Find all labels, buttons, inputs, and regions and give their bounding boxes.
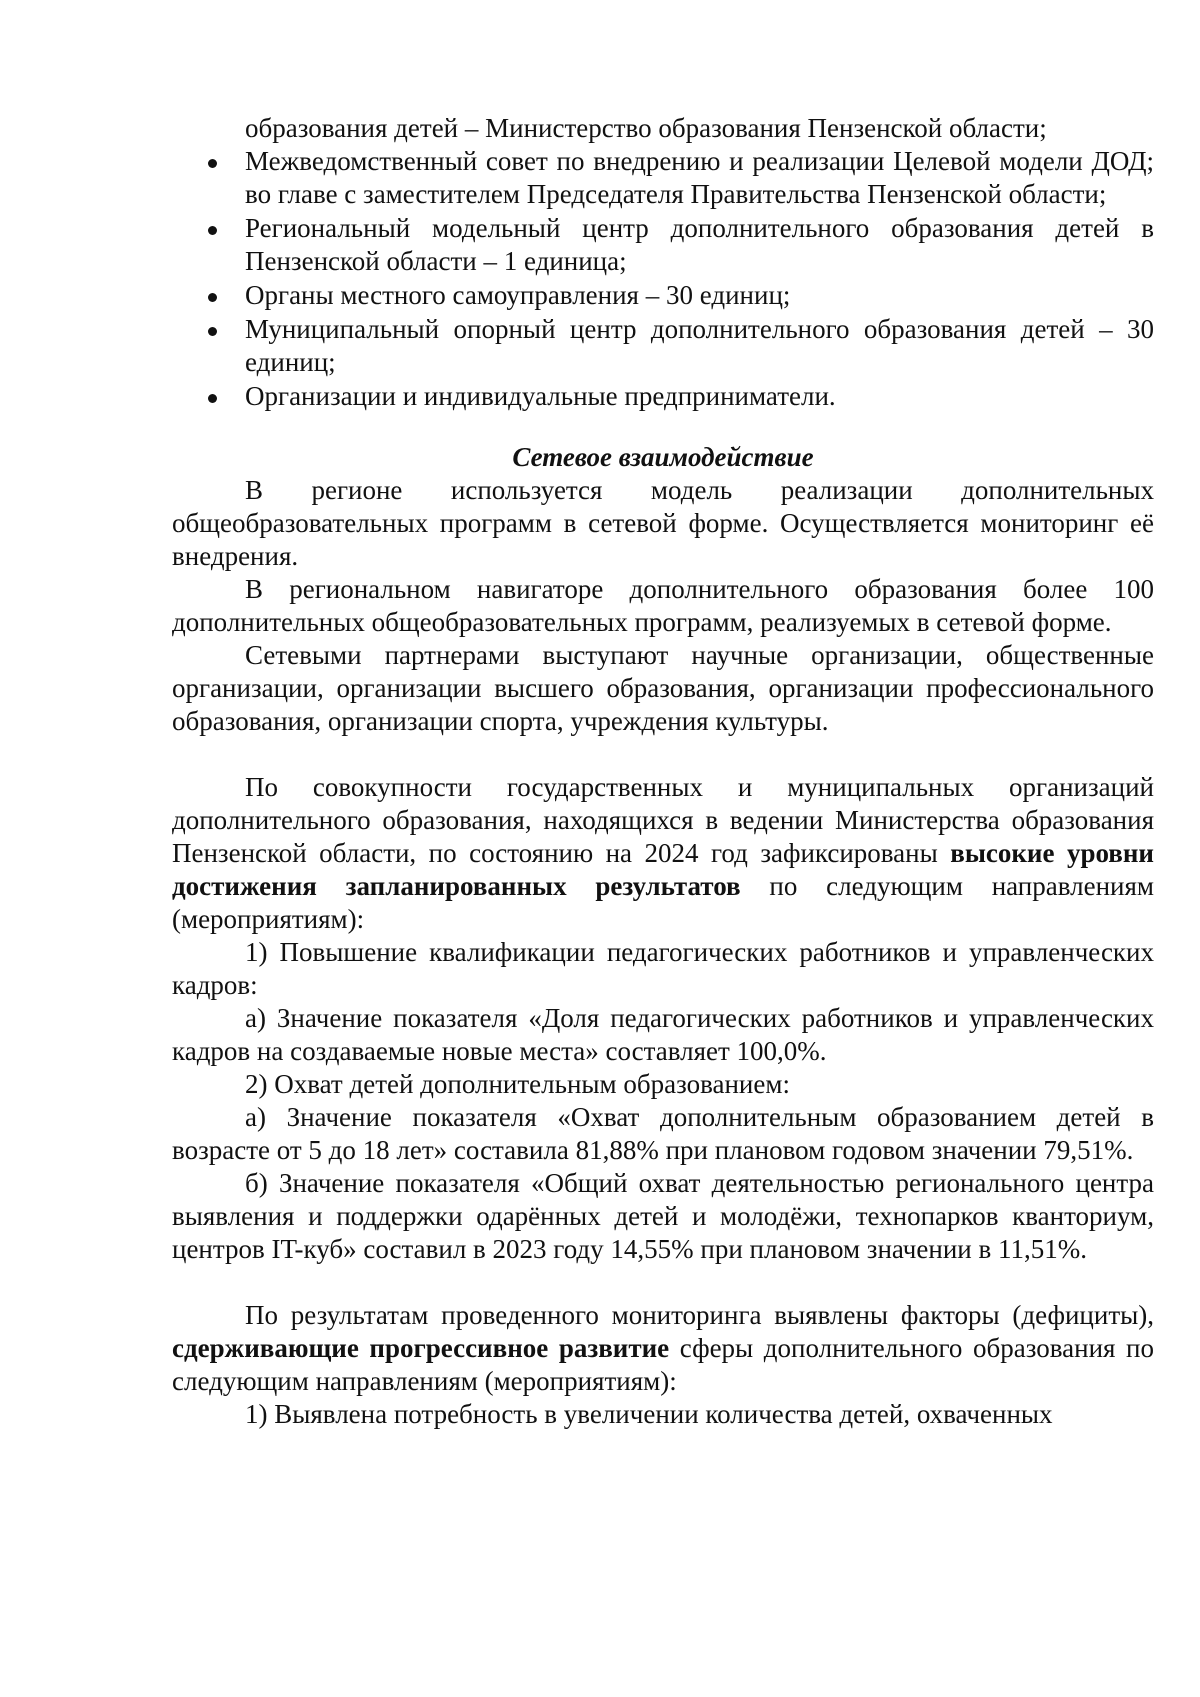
network-paragraph: Сетевыми партнерами выступают научные организации, общественные организации, организации высшего образования, организации профессионального образования, организации спорта, учреждения культуры. xyxy=(172,640,1154,736)
list-item: Муниципальный опорный центр дополнительного образования детей – 30 единиц; xyxy=(172,313,1154,379)
bullet-icon xyxy=(208,226,217,235)
bullet-icon xyxy=(208,159,217,168)
spacer xyxy=(172,738,1154,771)
list-item: Межведомственный совет по внедрению и реализации Целевой модели ДОД; во главе с заместителем Председателя Правительства Пензенской области; xyxy=(172,145,1154,211)
structure-list xyxy=(172,145,1154,413)
results-item: б) Значение показателя «Общий охват деятельностью регионального центра выявления и поддержки одарённых детей и молодёжи, технопарков кванториум, центров IT-куб» составил в 2023 году 14,55% при плановом значении в 11,51%. xyxy=(172,1168,1154,1264)
network-paragraph: В регионе используется модель реализации дополнительных общеобразовательных программ в сетевой форме. Осуществляется мониторинг её внедрения. xyxy=(172,475,1154,571)
results-item: а) Значение показателя «Охват дополнительным образованием детей в возрасте от 5 до 18 лет» составила 81,88% при плановом годовом значении 79,51%. xyxy=(172,1102,1154,1165)
bullet-icon xyxy=(208,394,217,403)
deficits-emphasis: сдерживающие прогрессивное развитие xyxy=(172,1333,670,1363)
list-item: Организации и индивидуальные предприниматели. xyxy=(172,380,1154,413)
bullet-icon xyxy=(208,293,217,302)
results-lead: По совокупности государственных и муниципальных организаций дополнительного образования, находящихся в ведении Министерства образования Пензенской области, по состоянию на 2024 год зафиксированы высокие уровни достижения запланированных результатов по следующим направлениям (мероприятиям): xyxy=(172,772,1154,934)
intro-continuation: образования детей – Министерство образования Пензенской области; xyxy=(245,113,1047,143)
results-item: а) Значение показателя «Доля педагогических работников и управленческих кадров на создаваемые новые места» составляет 100,0%. xyxy=(172,1003,1154,1066)
list-item: Органы местного самоуправления – 30 единиц; xyxy=(172,279,1154,312)
network-paragraph: В региональном навигаторе дополнительного образования более 100 дополнительных общеобразовательных программ, реализуемых в сетевой форме. xyxy=(172,574,1154,637)
deficits-lead: По результатам проведенного мониторинга выявлены факторы (дефициты), сдерживающие прогрессивное развитие сферы дополнительного образования по следующим направлениям (мероприятиям): xyxy=(172,1300,1154,1396)
bullet-icon xyxy=(208,327,217,336)
section-heading: Сетевое взаимодействие xyxy=(512,442,814,472)
spacer xyxy=(172,1266,1154,1299)
results-item: 1) Повышение квалификации педагогических работников и управленческих кадров: xyxy=(172,937,1154,1000)
results-item: 2) Охват детей дополнительным образованием: xyxy=(245,1069,790,1099)
document-page xyxy=(172,112,1154,1431)
list-item: Региональный модельный центр дополнительного образования детей в Пензенской области – 1 единица; xyxy=(172,212,1154,278)
deficits-item: 1) Выявлена потребность в увеличении количества детей, охваченных xyxy=(245,1399,1053,1429)
results-emphasis: высокие уровни достижения запланированных результатов xyxy=(172,838,1154,901)
